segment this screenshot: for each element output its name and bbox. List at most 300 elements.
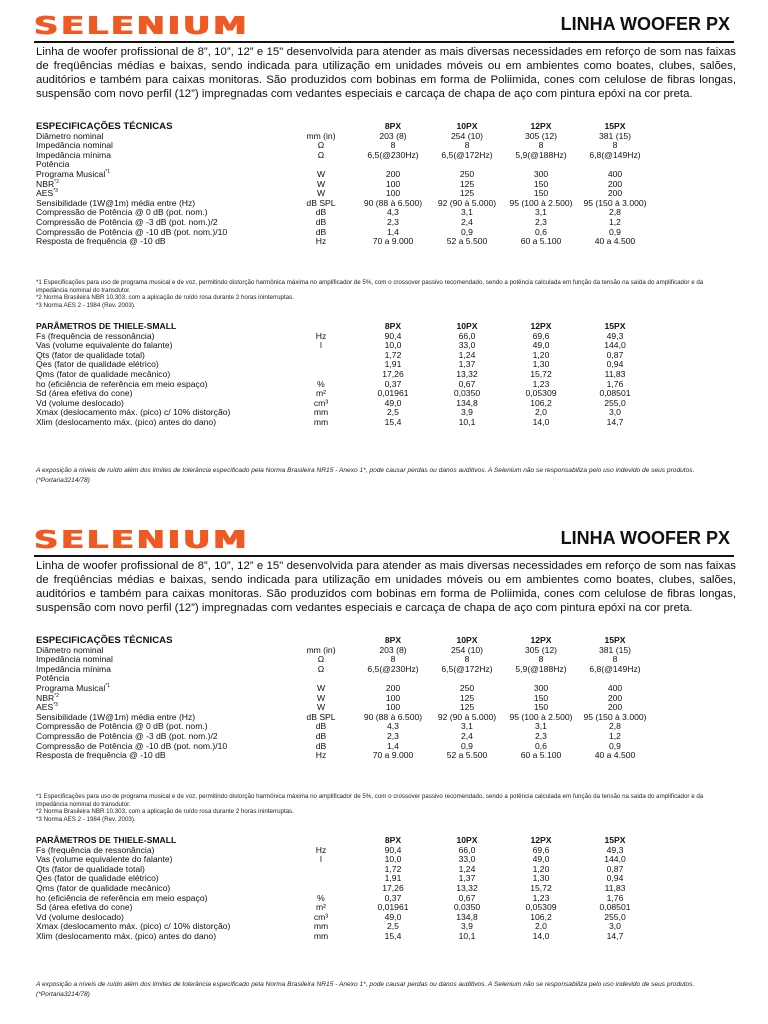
row-unit: m² bbox=[315, 902, 327, 913]
row-value: 60 a 5.100 bbox=[520, 750, 562, 761]
table-row bbox=[36, 751, 726, 761]
row-value: 305 (12) bbox=[524, 130, 557, 141]
row-value: 13,32 bbox=[456, 368, 478, 379]
row-label-text: Programa Musical bbox=[36, 682, 106, 693]
row-value: 52 a 5.500 bbox=[446, 750, 488, 761]
row-value: 2,5 bbox=[387, 407, 399, 418]
row-value: 1,20 bbox=[532, 349, 550, 360]
row-value: 17,26 bbox=[382, 368, 404, 379]
row-label-text: NBR bbox=[36, 178, 55, 189]
row-value: 0,6 bbox=[535, 740, 547, 751]
row-label-text: Compressão de Potência @ -3 dB (pot. nom.)/2 bbox=[36, 216, 218, 227]
row-value: 0,01961 bbox=[377, 902, 409, 913]
footnote-marker: *3 bbox=[53, 702, 58, 709]
row-unit: Hz bbox=[315, 750, 327, 761]
row-value: 255,0 bbox=[604, 911, 626, 922]
row-unit: mm bbox=[313, 930, 329, 941]
row-label bbox=[36, 665, 286, 675]
row-value: 49,3 bbox=[606, 330, 624, 341]
row-value: 10,1 bbox=[458, 930, 476, 941]
row-label-text: Sensibilidade (1W@1m) média entre (Hz) bbox=[36, 711, 196, 722]
row-value: 40 a 4.500 bbox=[594, 750, 636, 761]
row-unit: Hz bbox=[315, 844, 327, 855]
table-row bbox=[36, 665, 726, 675]
row-label-text: Compressão de Potência @ -10 dB (pot. nom.)/10 bbox=[36, 226, 228, 237]
row-value: 254 (10) bbox=[450, 130, 483, 141]
row-label-text: Vas (volume equivalente do falante) bbox=[36, 854, 173, 865]
row-value: 14,7 bbox=[606, 930, 624, 941]
row-value: 203 (8) bbox=[379, 130, 407, 141]
row-value: 381 (15) bbox=[598, 644, 631, 655]
row-label-text: ho (eficiência de referência em meio espaço) bbox=[36, 892, 208, 903]
row-value: 15,4 bbox=[384, 930, 402, 941]
row-value: 10,0 bbox=[384, 854, 402, 865]
row-label bbox=[36, 751, 286, 761]
row-label-text: Fs (frequência de ressonância) bbox=[36, 330, 155, 341]
row-value: 200 bbox=[607, 702, 623, 713]
row-label-text: Diâmetro nominal bbox=[36, 644, 104, 655]
row-label bbox=[36, 418, 286, 428]
brand-logo bbox=[34, 524, 250, 554]
row-value: 1,30 bbox=[532, 873, 550, 884]
model-column-header: 8PX bbox=[384, 835, 402, 845]
row-unit: Ω bbox=[317, 654, 325, 665]
row-value: 2,0 bbox=[535, 921, 547, 932]
row-value: 15,72 bbox=[530, 882, 552, 893]
row-value: 1,2 bbox=[609, 216, 621, 227]
table-header-label: ESPECIFICAÇÕES TÉCNICAS bbox=[36, 635, 173, 646]
row-value: 200 bbox=[607, 692, 623, 703]
row-label-text: Sd (área efetiva do cone) bbox=[36, 902, 133, 913]
row-label bbox=[36, 237, 286, 247]
intro-paragraph: Linha de woofer profissional de 8”, 10”, 12” e 15" desenvolvida para atender as mais diversas necessidades em reforço de som nas faixas de freqüências médias e baixas, sendo indicada para utilização em unidades móveis ou em ambientes como boates, clubes, salões, auditórios e também para caixas monitoras. São produzidos com bobinas em forma de Poliimida, cones com celulose de fibras longas, suspensão com novo perfil (12”) impregnadas com vedantes especiais e carcaça de chapa de aço com pintura epóxi na cor preta. bbox=[36, 560, 736, 614]
row-unit: cm³ bbox=[313, 397, 329, 408]
row-value: 3,0 bbox=[609, 921, 621, 932]
row-label-text: Compressão de Potência @ -10 dB (pot. nom.)/10 bbox=[36, 740, 228, 751]
row-value: 8 bbox=[464, 140, 470, 151]
brand-logo bbox=[34, 10, 250, 40]
row-value: 13,32 bbox=[456, 882, 478, 893]
footnote: *1 Especificações para uso de programa musical e de voz, permitindo distorção harmônica máxima no amplificador de 5%, com o crossover passivo recomendado, sendo a potência calculada em função da tensão na saída do amplificador e da impedância nominal do transdutor. bbox=[36, 793, 704, 808]
row-value: 3,9 bbox=[461, 921, 473, 932]
row-value: 95 (100 à 2.500) bbox=[509, 711, 573, 722]
row-value: 2,4 bbox=[461, 216, 473, 227]
row-label-text: NBR bbox=[36, 692, 55, 703]
row-value: 10,1 bbox=[458, 416, 476, 427]
row-value: 5,9(@188Hz) bbox=[515, 663, 567, 674]
row-value: 0,9 bbox=[461, 226, 473, 237]
footnote-marker: *2 bbox=[54, 178, 59, 185]
row-value: 150 bbox=[533, 702, 549, 713]
row-value: 52 a 5.500 bbox=[446, 236, 488, 247]
row-label-text: Qes (fator de qualidade elétrico) bbox=[36, 873, 159, 884]
row-label-text: Qts (fator de qualidade total) bbox=[36, 863, 145, 874]
row-unit: cm³ bbox=[313, 911, 329, 922]
row-value: 400 bbox=[607, 168, 623, 179]
row-value: 134,8 bbox=[456, 911, 478, 922]
row-unit: W bbox=[316, 178, 326, 189]
row-unit: mm bbox=[313, 407, 329, 418]
row-value: 1,2 bbox=[609, 730, 621, 741]
row-value: 2,3 bbox=[535, 730, 547, 741]
row-value: 3,1 bbox=[461, 721, 473, 732]
product-line-title: LINHA WOOFER PX bbox=[560, 14, 730, 34]
footnotes bbox=[36, 793, 736, 823]
row-value: 134,8 bbox=[456, 397, 478, 408]
row-value: 100 bbox=[385, 188, 401, 199]
row-unit: dB bbox=[315, 207, 327, 218]
row-value: 14,0 bbox=[532, 930, 550, 941]
row-unit: % bbox=[317, 892, 325, 903]
row-label bbox=[36, 684, 286, 694]
row-label-text: Diâmetro nominal bbox=[36, 130, 104, 141]
row-value: 0,87 bbox=[606, 349, 624, 360]
row-value: 66,0 bbox=[458, 844, 476, 855]
footnote: *3 Norma AES 2 - 1984 (Rev. 2003). bbox=[36, 301, 136, 309]
row-value: 90,4 bbox=[384, 844, 402, 855]
row-value: 15,4 bbox=[384, 416, 402, 427]
row-value: 2,8 bbox=[609, 207, 621, 218]
row-value: 0,0350 bbox=[453, 902, 481, 913]
row-value: 11,83 bbox=[604, 882, 626, 893]
row-value: 15,72 bbox=[530, 368, 552, 379]
row-value: 14,7 bbox=[606, 416, 624, 427]
model-column-header: 15PX bbox=[604, 121, 626, 131]
model-column-header: 8PX bbox=[384, 635, 402, 645]
model-column-header: 12PX bbox=[530, 121, 552, 131]
table-header-label: PARÂMETROS DE THIELE-SMALL bbox=[36, 835, 177, 845]
row-unit: Hz bbox=[315, 330, 327, 341]
row-value: 144,0 bbox=[604, 340, 626, 351]
noise-warning: A exposição a níveis de ruído além dos limites de tolerância especificado pela Norma Brasileira NR15 - Anexo 1*, pode causar perdas ou danos auditivos. A Selenium não se responsabiliza pelo uso indevido de seus produtos. (*Portaria3214/78) bbox=[36, 467, 695, 484]
row-value: 5,9(@188Hz) bbox=[515, 149, 567, 160]
row-value: 0,94 bbox=[606, 873, 624, 884]
footnote-marker: *3 bbox=[53, 188, 58, 195]
model-column-header: 15PX bbox=[604, 835, 626, 845]
header-divider bbox=[34, 555, 734, 557]
row-value: 3,9 bbox=[461, 407, 473, 418]
row-value: 125 bbox=[459, 692, 475, 703]
row-unit: W bbox=[316, 188, 326, 199]
row-value: 90,4 bbox=[384, 330, 402, 341]
row-label-text: Resposta de frequência @ -10 dB bbox=[36, 236, 166, 247]
table-row bbox=[36, 170, 726, 180]
row-label-text: Programa Musical bbox=[36, 168, 106, 179]
row-value: 200 bbox=[607, 188, 623, 199]
header-divider bbox=[34, 41, 734, 43]
row-unit bbox=[286, 360, 356, 370]
row-label-text: AES bbox=[36, 702, 54, 713]
table-row bbox=[36, 932, 726, 942]
row-value: 100 bbox=[385, 702, 401, 713]
row-label bbox=[36, 170, 286, 180]
row-value: 125 bbox=[459, 188, 475, 199]
row-label-text: Vas (volume equivalente do falante) bbox=[36, 340, 173, 351]
table-row bbox=[36, 132, 726, 142]
row-value: 1,24 bbox=[458, 349, 476, 360]
row-label-text: Potência bbox=[36, 673, 70, 684]
row-value: 3,0 bbox=[609, 407, 621, 418]
row-value: 8 bbox=[390, 654, 396, 665]
row-value: 125 bbox=[459, 178, 475, 189]
intro-paragraph: Linha de woofer profissional de 8”, 10”, 12” e 15" desenvolvida para atender as mais diversas necessidades em reforço de som nas faixas de freqüências médias e baixas, sendo indicada para utilização em unidades móveis ou em ambientes como boates, clubes, salões, auditórios e também para caixas monitoras. São produzidos com bobinas em forma de Poliimida, cones com celulose de fibras longas, suspensão com novo perfil (12”) impregnadas com vedantes especiais e carcaça de chapa de aço com pintura epóxi na cor preta. bbox=[36, 46, 736, 100]
row-value: 6,5(@230Hz) bbox=[367, 149, 419, 160]
row-value: 1,76 bbox=[606, 378, 624, 389]
row-value: 40 a 4.500 bbox=[594, 236, 636, 247]
row-value: 3,1 bbox=[535, 721, 547, 732]
row-value: 1,76 bbox=[606, 892, 624, 903]
row-value: 8 bbox=[538, 654, 544, 665]
row-label-text: Xlim (deslocamento máx. (pico) antes do dano) bbox=[36, 416, 217, 427]
row-label-text: Impedância mínima bbox=[36, 663, 111, 674]
model-column-header: 10PX bbox=[456, 635, 478, 645]
row-value: 90 (88 à 6.500) bbox=[363, 197, 423, 208]
model-column-header: 10PX bbox=[456, 321, 478, 331]
row-value: 4,3 bbox=[387, 207, 399, 218]
row-label bbox=[36, 180, 286, 190]
table-row bbox=[36, 646, 726, 656]
model-column-header: 12PX bbox=[530, 635, 552, 645]
model-column-header: 10PX bbox=[456, 121, 478, 131]
brand-logo-text: SELENIUM bbox=[34, 524, 250, 554]
row-unit: dB SPL bbox=[306, 711, 336, 722]
row-value: 125 bbox=[459, 702, 475, 713]
footnote-marker: *1 bbox=[105, 682, 110, 689]
row-value: 1,72 bbox=[384, 349, 402, 360]
row-label-text: Impedância nominal bbox=[36, 140, 113, 151]
row-value: 0,01961 bbox=[377, 388, 409, 399]
row-label-text: Resposta de frequência @ -10 dB bbox=[36, 750, 166, 761]
thiele-small-table bbox=[36, 836, 726, 942]
table-row bbox=[36, 674, 726, 684]
row-unit: W bbox=[316, 692, 326, 703]
row-label-text: Vd (volume deslocado) bbox=[36, 911, 124, 922]
row-value: 0,0350 bbox=[453, 388, 481, 399]
row-value: 1,30 bbox=[532, 359, 550, 370]
model-column-header: 12PX bbox=[530, 835, 552, 845]
footnote: *2 Norma Brasileira NBR 10.303, com a aplicação de ruído rosa durante 2 horas ininterruptas. bbox=[36, 294, 294, 302]
row-unit: W bbox=[316, 682, 326, 693]
row-value: 1,37 bbox=[458, 873, 476, 884]
row-value: 3,1 bbox=[535, 207, 547, 218]
row-label-text: Xmax (deslocamento máx. (pico) c/ 10% distorção) bbox=[36, 407, 231, 418]
footnotes bbox=[36, 279, 736, 309]
row-value: 200 bbox=[385, 682, 401, 693]
row-unit: mm (in) bbox=[306, 130, 336, 141]
row-value: 49,3 bbox=[606, 844, 624, 855]
row-value: 255,0 bbox=[604, 397, 626, 408]
row-value: 2,3 bbox=[387, 216, 399, 227]
row-label bbox=[36, 151, 286, 161]
row-unit: dB bbox=[315, 740, 327, 751]
row-label-text: Impedância nominal bbox=[36, 654, 113, 665]
row-unit: mm bbox=[313, 416, 329, 427]
row-value: 1,91 bbox=[384, 873, 402, 884]
row-value: 1,24 bbox=[458, 863, 476, 874]
row-label-text: Qts (fator de qualidade total) bbox=[36, 349, 145, 360]
row-value: 49,0 bbox=[384, 397, 402, 408]
footnote: *2 Norma Brasileira NBR 10.303, com a aplicação de ruído rosa durante 2 horas ininterruptas. bbox=[36, 808, 294, 816]
row-value: 8 bbox=[390, 140, 396, 151]
row-value: 8 bbox=[464, 654, 470, 665]
row-unit: m² bbox=[315, 388, 327, 399]
row-value: 2,0 bbox=[535, 407, 547, 418]
row-unit bbox=[286, 874, 356, 884]
table-row bbox=[36, 160, 726, 170]
row-value: 2,8 bbox=[609, 721, 621, 732]
row-value: 0,37 bbox=[384, 892, 402, 903]
technical-specs-table bbox=[36, 636, 726, 761]
row-value: 70 a 9.000 bbox=[372, 750, 414, 761]
row-label-text: Qms (fator de qualidade mecânico) bbox=[36, 368, 171, 379]
row-value: 95 (150 à 3.000) bbox=[583, 711, 647, 722]
table-row bbox=[36, 418, 726, 428]
row-value: 100 bbox=[385, 692, 401, 703]
row-value: 33,0 bbox=[458, 854, 476, 865]
row-value: 106,2 bbox=[530, 911, 552, 922]
row-value: 2,5 bbox=[387, 921, 399, 932]
row-value: 250 bbox=[459, 682, 475, 693]
row-unit: mm (in) bbox=[306, 644, 336, 655]
row-value: 0,67 bbox=[458, 378, 476, 389]
row-value: 1,23 bbox=[532, 892, 550, 903]
row-value: 66,0 bbox=[458, 330, 476, 341]
table-row bbox=[36, 180, 726, 190]
row-value: 150 bbox=[533, 178, 549, 189]
row-value: 150 bbox=[533, 692, 549, 703]
row-value: 200 bbox=[385, 168, 401, 179]
row-unit: l bbox=[320, 340, 322, 351]
table-row bbox=[36, 151, 726, 161]
row-label-text: Compressão de Potência @ -3 dB (pot. nom.)/2 bbox=[36, 730, 218, 741]
datasheet-top bbox=[0, 0, 768, 505]
row-unit: dB bbox=[315, 216, 327, 227]
row-value: 6,8(@149Hz) bbox=[589, 663, 641, 674]
row-value: 69,6 bbox=[532, 844, 550, 855]
datasheet-bottom bbox=[0, 514, 768, 1019]
row-label-text: AES bbox=[36, 188, 54, 199]
row-unit: l bbox=[320, 854, 322, 865]
model-column-header: 8PX bbox=[384, 321, 402, 331]
row-unit: dB bbox=[315, 721, 327, 732]
row-value: 1,72 bbox=[384, 863, 402, 874]
row-value: 70 a 9.000 bbox=[372, 236, 414, 247]
row-unit: dB bbox=[315, 226, 327, 237]
row-value: 300 bbox=[533, 168, 549, 179]
row-value: 203 (8) bbox=[379, 644, 407, 655]
row-label-text: ho (eficiência de referência em meio espaço) bbox=[36, 378, 208, 389]
row-unit bbox=[286, 865, 356, 875]
row-value: 106,2 bbox=[530, 397, 552, 408]
row-label-text: Qes (fator de qualidade elétrico) bbox=[36, 359, 159, 370]
row-value: 0,6 bbox=[535, 226, 547, 237]
row-value: 0,37 bbox=[384, 378, 402, 389]
row-label-text: Compressão de Potência @ 0 dB (pot. nom.) bbox=[36, 207, 208, 218]
row-value: 200 bbox=[607, 178, 623, 189]
model-column-header: 12PX bbox=[530, 321, 552, 331]
row-value: 0,67 bbox=[458, 892, 476, 903]
row-value: 250 bbox=[459, 168, 475, 179]
row-unit: dB bbox=[315, 730, 327, 741]
row-label-text: Potência bbox=[36, 159, 70, 170]
row-value: 0,05309 bbox=[525, 388, 557, 399]
row-value: 2,3 bbox=[387, 730, 399, 741]
row-label-text: Sd (área efetiva do cone) bbox=[36, 388, 133, 399]
row-value: 17,26 bbox=[382, 882, 404, 893]
row-value: 1,4 bbox=[387, 740, 399, 751]
row-label-text: Sensibilidade (1W@1m) média entre (Hz) bbox=[36, 197, 196, 208]
footnote: *3 Norma AES 2 - 1984 (Rev. 2003). bbox=[36, 815, 136, 823]
row-value: 0,9 bbox=[609, 226, 621, 237]
table-row bbox=[36, 237, 726, 247]
table-header-label: ESPECIFICAÇÕES TÉCNICAS bbox=[36, 121, 173, 132]
product-line-title: LINHA WOOFER PX bbox=[560, 528, 730, 548]
row-value: 100 bbox=[385, 178, 401, 189]
row-value: 6,5(@172Hz) bbox=[441, 149, 493, 160]
row-unit: Ω bbox=[317, 149, 325, 160]
table-header-label: PARÂMETROS DE THIELE-SMALL bbox=[36, 321, 177, 331]
row-value: 90 (88 à 6.500) bbox=[363, 711, 423, 722]
row-value: 6,5(@230Hz) bbox=[367, 663, 419, 674]
table-row bbox=[36, 684, 726, 694]
row-value: 49,0 bbox=[384, 911, 402, 922]
row-value: 6,8(@149Hz) bbox=[589, 149, 641, 160]
row-label bbox=[36, 932, 286, 942]
row-unit: dB SPL bbox=[306, 197, 336, 208]
thiele-small-table bbox=[36, 322, 726, 428]
table-row bbox=[36, 694, 726, 704]
row-value: 150 bbox=[533, 188, 549, 199]
row-label-text: Xlim (deslocamento máx. (pico) antes do dano) bbox=[36, 930, 217, 941]
row-value: 92 (90 à 5.000) bbox=[437, 711, 497, 722]
footnote-marker: *2 bbox=[54, 692, 59, 699]
row-value: 3,1 bbox=[461, 207, 473, 218]
row-value: 49,0 bbox=[532, 340, 550, 351]
row-unit: % bbox=[317, 378, 325, 389]
row-value: 300 bbox=[533, 682, 549, 693]
row-value: 400 bbox=[607, 682, 623, 693]
footnote: *1 Especificações para uso de programa musical e de voz, permitindo distorção harmônica máxima no amplificador de 5%, com o crossover passivo recomendado, sendo a potência calculada em função da tensão na saída do amplificador e da impedância nominal do transdutor. bbox=[36, 279, 704, 294]
row-value: 0,08501 bbox=[599, 388, 631, 399]
row-value: 2,3 bbox=[535, 216, 547, 227]
row-unit bbox=[286, 351, 356, 361]
row-label-text: Vd (volume deslocado) bbox=[36, 397, 124, 408]
row-unit: W bbox=[316, 168, 326, 179]
row-value: 33,0 bbox=[458, 340, 476, 351]
row-value: 4,3 bbox=[387, 721, 399, 732]
row-label-text: Compressão de Potência @ 0 dB (pot. nom.) bbox=[36, 721, 208, 732]
row-value: 1,4 bbox=[387, 226, 399, 237]
row-value: 0,9 bbox=[609, 740, 621, 751]
technical-specs-table bbox=[36, 122, 726, 247]
row-value: 1,91 bbox=[384, 359, 402, 370]
row-value: 8 bbox=[538, 140, 544, 151]
model-column-header: 8PX bbox=[384, 121, 402, 131]
brand-logo-text: SELENIUM bbox=[34, 10, 250, 40]
row-value: 381 (15) bbox=[598, 130, 631, 141]
row-value: 10,0 bbox=[384, 340, 402, 351]
row-value: 144,0 bbox=[604, 854, 626, 865]
row-label-text: Qms (fator de qualidade mecânico) bbox=[36, 882, 171, 893]
row-value: 95 (100 à 2.500) bbox=[509, 197, 573, 208]
row-value: 1,20 bbox=[532, 863, 550, 874]
row-value: 8 bbox=[612, 140, 618, 151]
row-value: 0,08501 bbox=[599, 902, 631, 913]
row-unit: Ω bbox=[317, 663, 325, 674]
model-column-header: 15PX bbox=[604, 635, 626, 645]
row-label-text: Impedância mínima bbox=[36, 149, 111, 160]
row-value: 49,0 bbox=[532, 854, 550, 865]
